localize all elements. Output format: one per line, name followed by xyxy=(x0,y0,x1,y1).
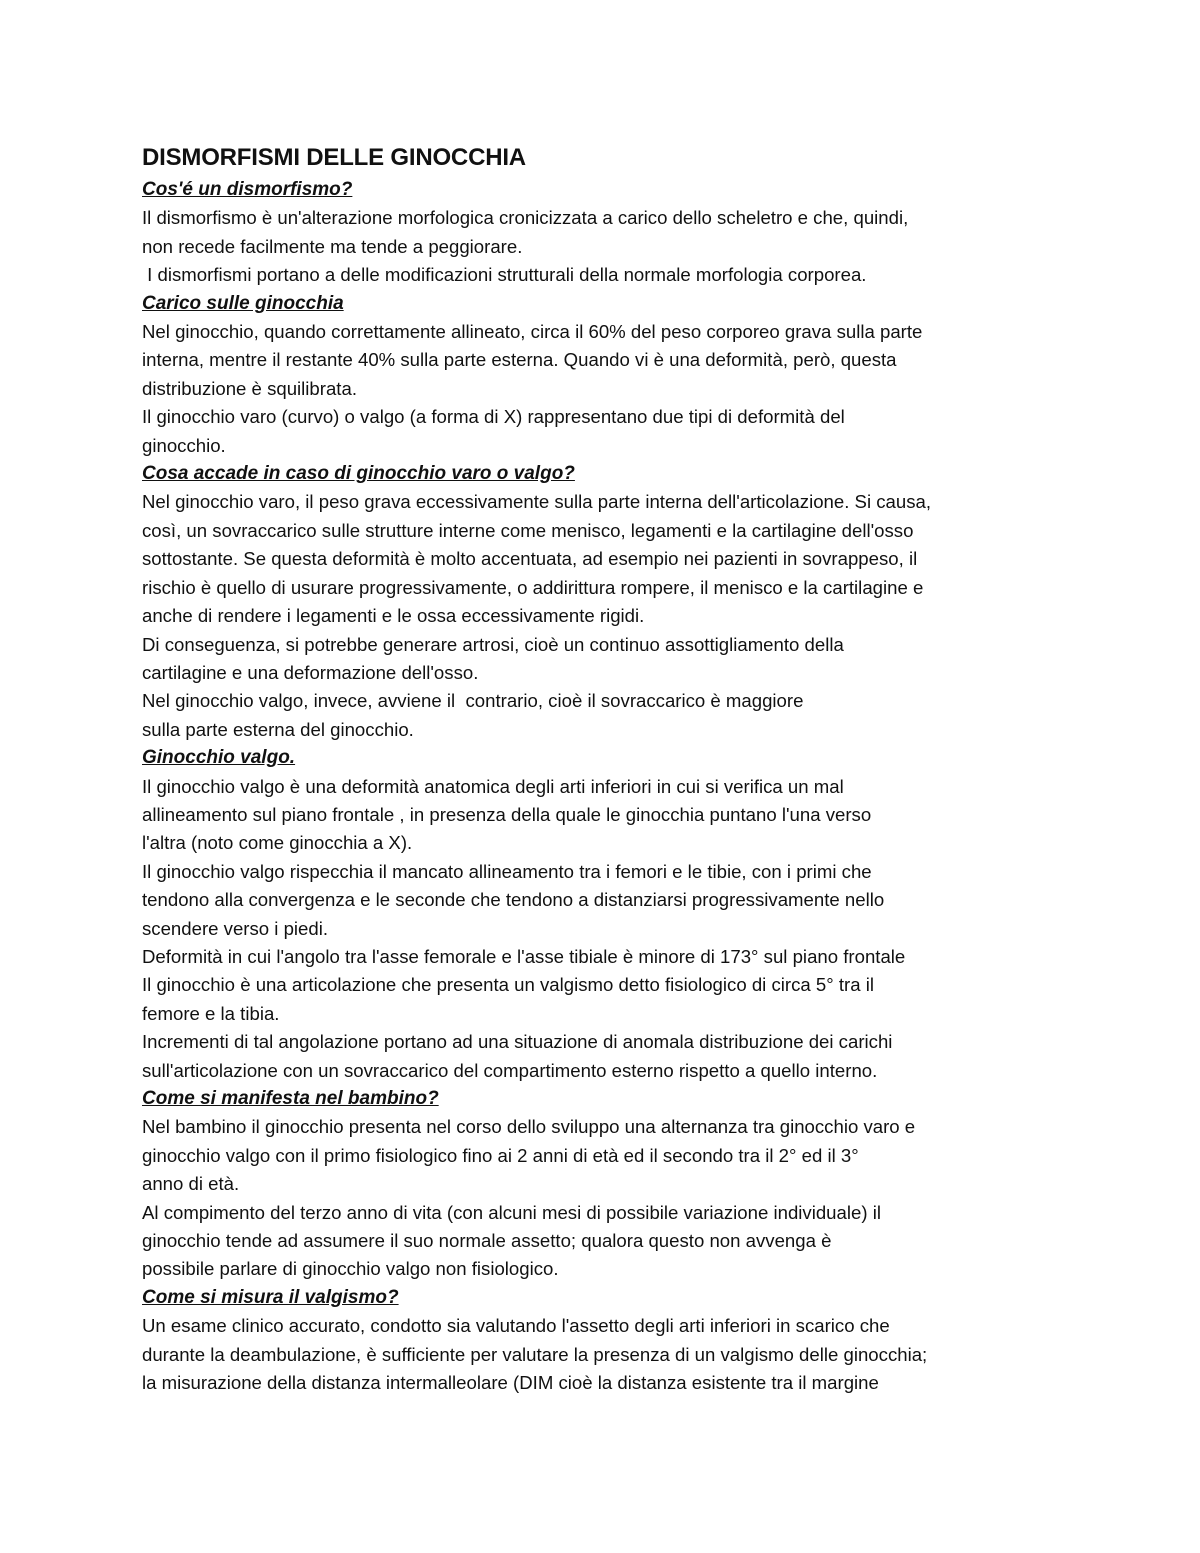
text-line: ginocchio. xyxy=(142,434,226,456)
document-title: DISMORFISMI DELLE GINOCCHIA xyxy=(142,144,526,171)
text-line: I dismorfismi portano a delle modificazioni strutturali della normale morfologia corporea. xyxy=(142,264,867,286)
text-line: possibile parlare di ginocchio valgo non fisiologico. xyxy=(142,1258,559,1280)
text-line: scendere verso i piedi. xyxy=(142,917,329,939)
section-heading: Ginocchio valgo. xyxy=(142,747,296,769)
section-dismorfismo xyxy=(142,176,1082,290)
section-heading: Carico sulle ginocchia xyxy=(142,292,344,314)
text-line: femore e la tibia. xyxy=(142,1002,280,1024)
text-line: rischio è quello di usurare progressivamente, o addirittura rompere, il menisco e la cartilagine e xyxy=(142,576,924,598)
text-line: Incrementi di tal angolazione portano ad una situazione di anomala distribuzione dei carichi xyxy=(142,1031,893,1053)
text-line: così, un sovraccarico sulle strutture interne come menisco, legamenti e la cartilagine dell'osso xyxy=(142,519,914,541)
section-varo-valgo xyxy=(142,460,1082,744)
text-line: durante la deambulazione, è sufficiente per valutare la presenza di un valgismo delle ginocchia; xyxy=(142,1343,928,1365)
text-line: interna, mentre il restante 40% sulla parte esterna. Quando vi è una deformità, però, questa xyxy=(142,349,897,371)
text-line: Un esame clinico accurato, condotto sia valutando l'assetto degli arti inferiori in scarico che xyxy=(142,1315,890,1337)
text-line: non recede facilmente ma tende a peggiorare. xyxy=(142,235,523,257)
text-line: l'altra (noto come ginocchia a X). xyxy=(142,832,413,854)
section-ginocchio-valgo xyxy=(142,744,1082,1085)
section-heading: Come si misura il valgismo? xyxy=(142,1286,399,1308)
text-line: la misurazione della distanza intermalleolare (DIM cioè la distanza esistente tra il margine xyxy=(142,1372,879,1394)
text-line: anno di età. xyxy=(142,1173,240,1195)
text-line: Nel bambino il ginocchio presenta nel corso dello sviluppo una alternanza tra ginocchio varo e xyxy=(142,1116,916,1138)
text-line: sulla parte esterna del ginocchio. xyxy=(142,718,414,740)
text-line: Nel ginocchio, quando correttamente allineato, circa il 60% del peso corporeo grava sulla parte xyxy=(142,321,923,343)
text-line: sull'articolazione con un sovraccarico del compartimento esterno rispetto a quello interno. xyxy=(142,1059,878,1081)
text-line: Nel ginocchio valgo, invece, avviene il contrario, cioè il sovraccarico è maggiore xyxy=(142,690,804,712)
section-misura-valgismo xyxy=(142,1284,1082,1398)
section-heading: Cos'é un dismorfismo? xyxy=(142,179,353,200)
text-line: Nel ginocchio varo, il peso grava eccessivamente sulla parte interna dell'articolazione. Si causa, xyxy=(142,491,932,513)
text-line: Al compimento del terzo anno di vita (con alcuni mesi di possibile variazione individuale) il xyxy=(142,1201,881,1223)
text-line: ginocchio valgo con il primo fisiologico fino ai 2 anni di età ed il secondo tra il 2° ed il 3° xyxy=(142,1144,859,1166)
text-line: distribuzione è squilibrata. xyxy=(142,377,357,399)
text-line: Il dismorfismo è un'alterazione morfologica cronicizzata a carico dello scheletro e che, quindi, xyxy=(142,207,909,229)
text-line: Il ginocchio valgo è una deformità anatomica degli arti inferiori in cui si verifica un mal xyxy=(142,775,844,797)
text-line: ginocchio tende ad assumere il suo normale assetto; qualora questo non avvenga è xyxy=(142,1230,832,1252)
document-page xyxy=(142,140,1082,1397)
text-line: Deformità in cui l'angolo tra l'asse femorale e l'asse tibiale è minore di 173° sul piano frontale xyxy=(142,945,906,967)
text-line: Il ginocchio valgo rispecchia il mancato allineamento tra i femori e le tibie, con i primi che xyxy=(142,860,872,882)
text-line: Il ginocchio varo (curvo) o valgo (a forma di X) rappresentano due tipi di deformità del xyxy=(142,406,845,428)
text-line: cartilagine e una deformazione dell'osso. xyxy=(142,661,479,683)
text-line: Il ginocchio è una articolazione che presenta un valgismo detto fisiologico di circa 5° tra il xyxy=(142,974,874,996)
section-heading: Cosa accade in caso di ginocchio varo o valgo? xyxy=(142,463,575,485)
text-line: anche di rendere i legamenti e le ossa eccessivamente rigidi. xyxy=(142,605,645,627)
text-line: allineamento sul piano frontale , in presenza della quale le ginocchia puntano l'una verso xyxy=(142,803,872,825)
section-heading: Come si manifesta nel bambino? xyxy=(142,1088,439,1109)
section-bambino xyxy=(142,1085,1082,1284)
text-line: Di conseguenza, si potrebbe generare artrosi, cioè un continuo assottigliamento della xyxy=(142,633,844,655)
section-carico xyxy=(142,290,1082,460)
text-line: sottostante. Se questa deformità è molto accentuata, ad esempio nei pazienti in sovrappeso, il xyxy=(142,548,918,570)
text-line: tendono alla convergenza e le seconde che tendono a distanziarsi progressivamente nello xyxy=(142,889,885,911)
